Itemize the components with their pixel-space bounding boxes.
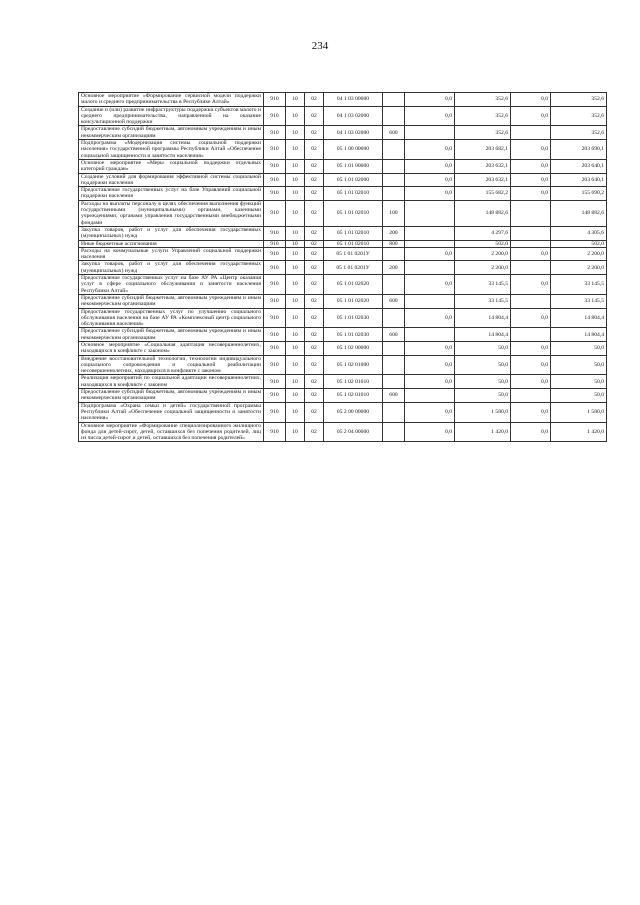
amount-col-c-cell bbox=[511, 261, 551, 275]
amount-col-a-cell: 0,0 bbox=[405, 173, 455, 187]
table-row bbox=[79, 200, 607, 226]
admin-code-cell: 910 bbox=[264, 389, 286, 403]
expense-type-cell: 600 bbox=[383, 328, 405, 342]
table-row bbox=[79, 106, 607, 126]
row-name-cell: Подпрограмма «Охрана семьи и детей» государственной программы Республики Алтай «Обеспечение социальной защищенности и занятости населения» bbox=[79, 402, 264, 422]
subsection-code-cell: 02 bbox=[305, 226, 324, 240]
amount-col-c-cell: 0,0 bbox=[511, 93, 551, 107]
row-name-cell: Иные бюджетные ассигнования bbox=[79, 240, 264, 247]
amount-col-c-cell: 0,0 bbox=[511, 275, 551, 295]
amount-col-c-cell: 0,0 bbox=[511, 308, 551, 328]
row-name-cell: Закупка товаров, работ и услуг для обеспечения государственных (муниципальных) нужд bbox=[79, 226, 264, 240]
amount-col-a-cell: 0,0 bbox=[405, 140, 455, 160]
amount-col-d-cell: 155 690,2 bbox=[551, 187, 607, 201]
amount-col-c-cell: 0,0 bbox=[511, 422, 551, 442]
amount-col-d-cell: 2 200,0 bbox=[551, 247, 607, 261]
admin-code-cell: 910 bbox=[264, 200, 286, 226]
admin-code-cell: 910 bbox=[264, 187, 286, 201]
table-row bbox=[79, 389, 607, 403]
section-code-cell: 10 bbox=[286, 226, 305, 240]
expense-type-cell: 200 bbox=[383, 261, 405, 275]
amount-col-c-cell: 0,0 bbox=[511, 159, 551, 173]
subsection-code-cell: 02 bbox=[305, 261, 324, 275]
section-code-cell: 10 bbox=[286, 140, 305, 160]
amount-col-c-cell bbox=[511, 240, 551, 247]
row-name-cell: Предоставление государственных услуг по улучшению социального обслуживания населения на базе АУ РА «Комплексный центр социального обслуживания населения» bbox=[79, 308, 264, 328]
table-row bbox=[79, 187, 607, 201]
amount-col-b-cell: 352,6 bbox=[455, 106, 511, 126]
row-name-cell: Предоставление субсидий бюджетным, автономным учреждениям и иным некоммерческим организациям bbox=[79, 126, 264, 140]
target-article-cell: 05 1 01 00000 bbox=[324, 159, 383, 173]
table-row bbox=[79, 275, 607, 295]
table-row bbox=[79, 93, 607, 107]
amount-col-a-cell bbox=[405, 328, 455, 342]
amount-col-b-cell: 1 420,0 bbox=[455, 422, 511, 442]
expense-type-cell bbox=[383, 341, 405, 355]
amount-col-b-cell: 203 632,1 bbox=[455, 173, 511, 187]
section-code-cell: 10 bbox=[286, 294, 305, 308]
target-article-cell: 05 1 01 02010 bbox=[324, 240, 383, 247]
amount-col-b-cell: 155 682,2 bbox=[455, 187, 511, 201]
row-name-cell: Подпрограмма «Модернизация системы социальной поддержки населения» государственной программы Республики Алтай «Обеспечение социальной защищенности и занятости населения» bbox=[79, 140, 264, 160]
amount-col-a-cell: 0,0 bbox=[405, 341, 455, 355]
subsection-code-cell: 02 bbox=[305, 375, 324, 389]
subsection-code-cell: 02 bbox=[305, 341, 324, 355]
subsection-code-cell: 02 bbox=[305, 200, 324, 226]
amount-col-a-cell: 0,0 bbox=[405, 422, 455, 442]
row-name-cell: Основное мероприятие «Формирование сервисной модели поддержки малого и среднего предпринимательства в Республике Алтай» bbox=[79, 93, 264, 107]
section-code-cell: 10 bbox=[286, 240, 305, 247]
expense-type-cell bbox=[383, 247, 405, 261]
section-code-cell: 10 bbox=[286, 402, 305, 422]
amount-col-c-cell bbox=[511, 294, 551, 308]
section-code-cell: 10 bbox=[286, 200, 305, 226]
amount-col-c-cell: 0,0 bbox=[511, 341, 551, 355]
admin-code-cell: 910 bbox=[264, 294, 286, 308]
admin-code-cell: 910 bbox=[264, 341, 286, 355]
row-name-cell: Закупка товаров, работ и услуг для обеспечения государственных (муниципальных) нужд bbox=[79, 261, 264, 275]
admin-code-cell: 910 bbox=[264, 355, 286, 375]
amount-col-b-cell: 2 200,0 bbox=[455, 247, 511, 261]
section-code-cell: 10 bbox=[286, 187, 305, 201]
amount-col-c-cell: 0,0 bbox=[511, 173, 551, 187]
target-article-cell: 05 1 01 02020 bbox=[324, 275, 383, 295]
admin-code-cell: 910 bbox=[264, 422, 286, 442]
target-article-cell: 05 1 01 0201У bbox=[324, 261, 383, 275]
row-name-cell: Предоставление государственных услуг на базе АУ РА «Центр оказания услуг в сфере социального обслуживания и занятости населения Республики Алтай» bbox=[79, 275, 264, 295]
amount-col-b-cell: 2 200,0 bbox=[455, 261, 511, 275]
subsection-code-cell: 02 bbox=[305, 126, 324, 140]
amount-col-d-cell: 502,0 bbox=[551, 240, 607, 247]
table-row bbox=[79, 308, 607, 328]
subsection-code-cell: 02 bbox=[305, 275, 324, 295]
amount-col-b-cell: 50,0 bbox=[455, 355, 511, 375]
amount-col-d-cell: 33 145,5 bbox=[551, 275, 607, 295]
target-article-cell: 05 1 01 02010 bbox=[324, 187, 383, 201]
table-row bbox=[79, 422, 607, 442]
budget-table-body bbox=[79, 93, 607, 442]
subsection-code-cell: 02 bbox=[305, 355, 324, 375]
subsection-code-cell: 02 bbox=[305, 294, 324, 308]
subsection-code-cell: 02 bbox=[305, 93, 324, 107]
admin-code-cell: 910 bbox=[264, 159, 286, 173]
expense-type-cell bbox=[383, 275, 405, 295]
amount-col-b-cell: 1 580,0 bbox=[455, 402, 511, 422]
target-article-cell: 04 1 03 02000 bbox=[324, 106, 383, 126]
amount-col-a-cell: 0,0 bbox=[405, 93, 455, 107]
amount-col-c-cell bbox=[511, 126, 551, 140]
admin-code-cell: 910 bbox=[264, 140, 286, 160]
admin-code-cell: 910 bbox=[264, 402, 286, 422]
target-article-cell: 05 1 00 00000 bbox=[324, 140, 383, 160]
amount-col-d-cell: 203 640,1 bbox=[551, 173, 607, 187]
target-article-cell: 05 1 01 02010 bbox=[324, 226, 383, 240]
table-row bbox=[79, 261, 607, 275]
section-code-cell: 10 bbox=[286, 126, 305, 140]
expense-type-cell: 800 bbox=[383, 240, 405, 247]
amount-col-a-cell bbox=[405, 261, 455, 275]
amount-col-d-cell: 352,6 bbox=[551, 126, 607, 140]
amount-col-c-cell bbox=[511, 389, 551, 403]
table-row bbox=[79, 159, 607, 173]
amount-col-b-cell: 50,0 bbox=[455, 341, 511, 355]
amount-col-a-cell bbox=[405, 126, 455, 140]
expense-type-cell bbox=[383, 187, 405, 201]
target-article-cell: 05 1 02 01000 bbox=[324, 355, 383, 375]
table-row bbox=[79, 126, 607, 140]
subsection-code-cell: 02 bbox=[305, 106, 324, 126]
amount-col-d-cell: 50,0 bbox=[551, 355, 607, 375]
table-row bbox=[79, 247, 607, 261]
subsection-code-cell: 02 bbox=[305, 422, 324, 442]
target-article-cell: 05 1 02 00000 bbox=[324, 341, 383, 355]
amount-col-a-cell bbox=[405, 226, 455, 240]
section-code-cell: 10 bbox=[286, 389, 305, 403]
amount-col-c-cell: 0,0 bbox=[511, 106, 551, 126]
amount-col-c-cell: 0,0 bbox=[511, 402, 551, 422]
amount-col-d-cell: 50,0 bbox=[551, 389, 607, 403]
expense-type-cell bbox=[383, 173, 405, 187]
section-code-cell: 10 bbox=[286, 328, 305, 342]
section-code-cell: 10 bbox=[286, 355, 305, 375]
amount-col-b-cell: 203 632,1 bbox=[455, 159, 511, 173]
row-name-cell: Основное мероприятие «Формирование специализированного жилищного фонда для детей-сирот, детей, оставшихся без попечения родителей, лиц из числа детей-сирот и детей, оставшихся без попечения родителей» bbox=[79, 422, 264, 442]
amount-col-c-cell bbox=[511, 328, 551, 342]
row-name-cell: Предоставление субсидий бюджетным, автономным учреждениям и иным некоммерческим организациям bbox=[79, 328, 264, 342]
amount-col-d-cell: 352,6 bbox=[551, 106, 607, 126]
section-code-cell: 10 bbox=[286, 275, 305, 295]
table-row bbox=[79, 240, 607, 247]
subsection-code-cell: 02 bbox=[305, 328, 324, 342]
target-article-cell: 04 1 03 02000 bbox=[324, 126, 383, 140]
amount-col-c-cell: 0,0 bbox=[511, 355, 551, 375]
table-row bbox=[79, 341, 607, 355]
budget-table bbox=[78, 92, 607, 442]
admin-code-cell: 910 bbox=[264, 261, 286, 275]
row-name-cell: Создание условий для формирования эффективной системы социальной поддержки населения bbox=[79, 173, 264, 187]
subsection-code-cell: 02 bbox=[305, 402, 324, 422]
expense-type-cell: 200 bbox=[383, 226, 405, 240]
section-code-cell: 10 bbox=[286, 422, 305, 442]
admin-code-cell: 910 bbox=[264, 247, 286, 261]
admin-code-cell: 910 bbox=[264, 93, 286, 107]
target-article-cell: 05 1 02 01010 bbox=[324, 389, 383, 403]
expense-type-cell bbox=[383, 93, 405, 107]
target-article-cell: 05 2 04 00000 bbox=[324, 422, 383, 442]
expense-type-cell bbox=[383, 355, 405, 375]
target-article-cell: 04 1 03 00000 bbox=[324, 93, 383, 107]
expense-type-cell bbox=[383, 422, 405, 442]
amount-col-d-cell: 1 580,0 bbox=[551, 402, 607, 422]
amount-col-b-cell: 33 145,5 bbox=[455, 275, 511, 295]
target-article-cell: 05 2 00 00000 bbox=[324, 402, 383, 422]
amount-col-c-cell bbox=[511, 200, 551, 226]
amount-col-b-cell: 4 297,6 bbox=[455, 226, 511, 240]
admin-code-cell: 910 bbox=[264, 173, 286, 187]
table-row bbox=[79, 140, 607, 160]
subsection-code-cell: 02 bbox=[305, 159, 324, 173]
subsection-code-cell: 02 bbox=[305, 389, 324, 403]
subsection-code-cell: 02 bbox=[305, 308, 324, 328]
row-name-cell: Расходы на выплаты персоналу в целях обеспечения выполнения функций государственными (муниципальными) органами, казенными учреждениями, органами управления государственными внебюджетными фондами bbox=[79, 200, 264, 226]
admin-code-cell: 910 bbox=[264, 328, 286, 342]
table-row bbox=[79, 294, 607, 308]
admin-code-cell: 910 bbox=[264, 226, 286, 240]
admin-code-cell: 910 bbox=[264, 275, 286, 295]
amount-col-d-cell: 33 145,5 bbox=[551, 294, 607, 308]
table-row bbox=[79, 328, 607, 342]
row-name-cell: Основное мероприятие «Меры социальной поддержки отдельных категорий граждан» bbox=[79, 159, 264, 173]
row-name-cell: Создание и (или) развитие инфраструктуры поддержки субъектов малого и среднего предпринимательства, направленной на оказание консультационной поддержки bbox=[79, 106, 264, 126]
amount-col-b-cell: 352,6 bbox=[455, 93, 511, 107]
amount-col-b-cell: 14 804,4 bbox=[455, 328, 511, 342]
amount-col-d-cell: 2 200,0 bbox=[551, 261, 607, 275]
amount-col-b-cell: 203 682,1 bbox=[455, 140, 511, 160]
target-article-cell: 05 1 01 02020 bbox=[324, 294, 383, 308]
target-article-cell: 05 1 01 02010 bbox=[324, 200, 383, 226]
row-name-cell: Предоставление субсидий бюджетным, автономным учреждениям и иным некоммерческим организациям bbox=[79, 294, 264, 308]
section-code-cell: 10 bbox=[286, 247, 305, 261]
amount-col-b-cell: 502,0 bbox=[455, 240, 511, 247]
target-article-cell: 05 1 01 02030 bbox=[324, 308, 383, 328]
amount-col-a-cell: 0,0 bbox=[405, 355, 455, 375]
expense-type-cell bbox=[383, 106, 405, 126]
amount-col-d-cell: 50,0 bbox=[551, 375, 607, 389]
amount-col-a-cell bbox=[405, 200, 455, 226]
subsection-code-cell: 02 bbox=[305, 247, 324, 261]
page-number: 234 bbox=[311, 40, 329, 52]
subsection-code-cell: 02 bbox=[305, 240, 324, 247]
admin-code-cell: 910 bbox=[264, 126, 286, 140]
subsection-code-cell: 02 bbox=[305, 140, 324, 160]
target-article-cell: 05 1 01 0201У bbox=[324, 247, 383, 261]
row-name-cell: Расходы на коммунальные услуги Управлений социальной поддержки населения bbox=[79, 247, 264, 261]
row-name-cell: Внедрение восстановительной технологии, технологии индивидуального социального сопровождения и социальной реабилитации несовершеннолетних, находящихся в конфликте с законом bbox=[79, 355, 264, 375]
amount-col-b-cell: 33 145,5 bbox=[455, 294, 511, 308]
amount-col-d-cell: 14 804,4 bbox=[551, 328, 607, 342]
section-code-cell: 10 bbox=[286, 159, 305, 173]
amount-col-c-cell: 0,0 bbox=[511, 187, 551, 201]
section-code-cell: 10 bbox=[286, 106, 305, 126]
amount-col-a-cell bbox=[405, 240, 455, 247]
table-row bbox=[79, 173, 607, 187]
table-row bbox=[79, 402, 607, 422]
row-name-cell: Основное мероприятие «Социальная адаптация несовершеннолетних, находящихся в конфликте с законом» bbox=[79, 341, 264, 355]
amount-col-a-cell: 0,0 bbox=[405, 247, 455, 261]
row-name-cell: Предоставление государственных услуг на базе Управлений социальной поддержки населения bbox=[79, 187, 264, 201]
subsection-code-cell: 02 bbox=[305, 173, 324, 187]
section-code-cell: 10 bbox=[286, 375, 305, 389]
subsection-code-cell: 02 bbox=[305, 187, 324, 201]
section-code-cell: 10 bbox=[286, 308, 305, 328]
amount-col-d-cell: 4 305,6 bbox=[551, 226, 607, 240]
section-code-cell: 10 bbox=[286, 341, 305, 355]
expense-type-cell bbox=[383, 140, 405, 160]
expense-type-cell bbox=[383, 159, 405, 173]
admin-code-cell: 910 bbox=[264, 375, 286, 389]
target-article-cell: 05 1 01 02000 bbox=[324, 173, 383, 187]
amount-col-a-cell: 0,0 bbox=[405, 106, 455, 126]
amount-col-d-cell: 50,0 bbox=[551, 341, 607, 355]
amount-col-d-cell: 203 640,1 bbox=[551, 159, 607, 173]
section-code-cell: 10 bbox=[286, 261, 305, 275]
amount-col-a-cell bbox=[405, 389, 455, 403]
amount-col-c-cell: 0,0 bbox=[511, 375, 551, 389]
expense-type-cell: 600 bbox=[383, 126, 405, 140]
expense-type-cell bbox=[383, 308, 405, 328]
amount-col-b-cell: 50,0 bbox=[455, 389, 511, 403]
amount-col-b-cell: 14 804,4 bbox=[455, 308, 511, 328]
amount-col-b-cell: 50,0 bbox=[455, 375, 511, 389]
amount-col-a-cell: 0,0 bbox=[405, 402, 455, 422]
table-row bbox=[79, 375, 607, 389]
amount-col-a-cell: 0,0 bbox=[405, 159, 455, 173]
row-name-cell: Реализация мероприятий по социальной адаптации несовершеннолетних, находящихся в конфликте с законом bbox=[79, 375, 264, 389]
expense-type-cell: 100 bbox=[383, 200, 405, 226]
amount-col-a-cell: 0,0 bbox=[405, 275, 455, 295]
expense-type-cell: 600 bbox=[383, 389, 405, 403]
table-row bbox=[79, 355, 607, 375]
target-article-cell: 05 1 01 02030 bbox=[324, 328, 383, 342]
admin-code-cell: 910 bbox=[264, 308, 286, 328]
amount-col-d-cell: 352,6 bbox=[551, 93, 607, 107]
amount-col-c-cell bbox=[511, 226, 551, 240]
amount-col-c-cell: 0,0 bbox=[511, 247, 551, 261]
amount-col-d-cell: 148 882,6 bbox=[551, 200, 607, 226]
table-row bbox=[79, 226, 607, 240]
row-name-cell: Предоставление субсидий бюджетным, автономным учреждениям и иным некоммерческим организациям bbox=[79, 389, 264, 403]
amount-col-b-cell: 352,6 bbox=[455, 126, 511, 140]
section-code-cell: 10 bbox=[286, 173, 305, 187]
amount-col-d-cell: 14 804,4 bbox=[551, 308, 607, 328]
amount-col-a-cell: 0,0 bbox=[405, 187, 455, 201]
expense-type-cell bbox=[383, 402, 405, 422]
amount-col-a-cell: 0,0 bbox=[405, 375, 455, 389]
admin-code-cell: 910 bbox=[264, 240, 286, 247]
target-article-cell: 05 1 02 01010 bbox=[324, 375, 383, 389]
amount-col-a-cell: 0,0 bbox=[405, 308, 455, 328]
amount-col-d-cell: 1 420,0 bbox=[551, 422, 607, 442]
expense-type-cell bbox=[383, 375, 405, 389]
amount-col-d-cell: 203 690,1 bbox=[551, 140, 607, 160]
amount-col-b-cell: 148 882,6 bbox=[455, 200, 511, 226]
amount-col-c-cell: 0,0 bbox=[511, 140, 551, 160]
expense-type-cell: 600 bbox=[383, 294, 405, 308]
amount-col-a-cell bbox=[405, 294, 455, 308]
admin-code-cell: 910 bbox=[264, 106, 286, 126]
section-code-cell: 10 bbox=[286, 93, 305, 107]
